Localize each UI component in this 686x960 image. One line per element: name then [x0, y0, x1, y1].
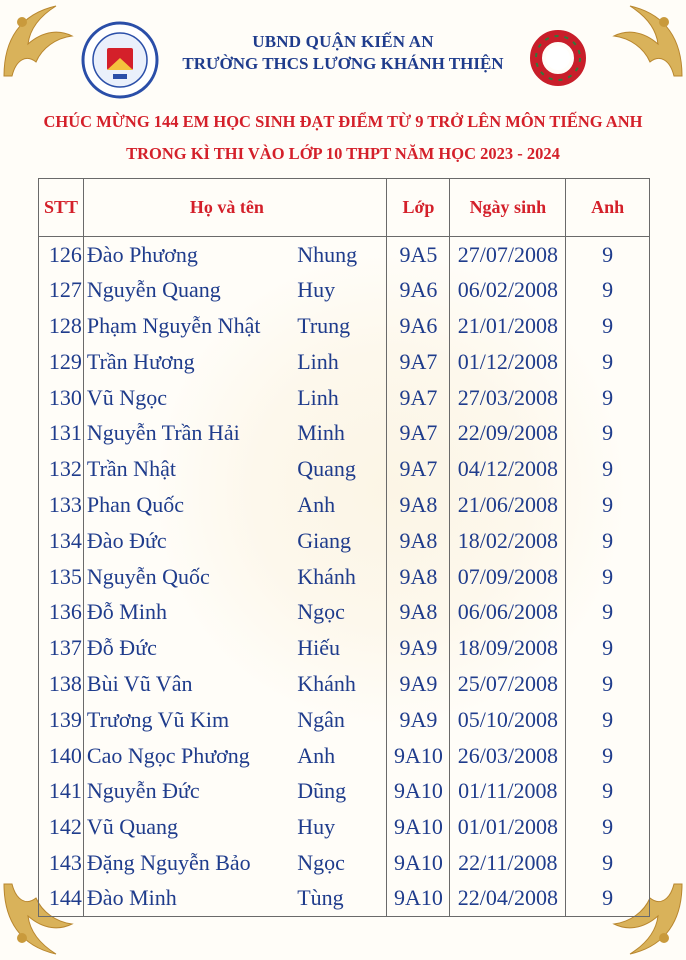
row-surname: Trần Nhật — [83, 451, 295, 487]
row-english-score: 9 — [566, 702, 650, 738]
row-dob: 25/07/2008 — [450, 666, 566, 702]
row-english-score: 9 — [566, 237, 650, 273]
table-row — [39, 845, 650, 881]
school-name: TRƯỜNG THCS LƯƠNG KHÁNH THIỆN — [182, 54, 504, 73]
table-row — [39, 344, 650, 380]
row-class: 9A6 — [387, 308, 450, 344]
table-row — [39, 237, 650, 273]
row-dob: 04/12/2008 — [450, 451, 566, 487]
row-stt: 144 — [39, 881, 84, 917]
row-english-score: 9 — [566, 272, 650, 308]
row-dob: 18/09/2008 — [450, 630, 566, 666]
table-row — [39, 702, 650, 738]
row-class: 9A10 — [387, 738, 450, 774]
row-class: 9A8 — [387, 559, 450, 595]
row-stt: 137 — [39, 630, 84, 666]
row-given-name: Quang — [295, 451, 387, 487]
row-dob: 06/06/2008 — [450, 594, 566, 630]
row-given-name: Minh — [295, 415, 387, 451]
row-english-score: 9 — [566, 738, 650, 774]
row-class: 9A10 — [387, 845, 450, 881]
row-class: 9A9 — [387, 666, 450, 702]
district-name: UBND QUẬN KIẾN AN — [252, 32, 434, 51]
row-stt: 143 — [39, 845, 84, 881]
row-given-name: Dũng — [295, 773, 387, 809]
row-dob: 01/12/2008 — [450, 344, 566, 380]
row-class: 9A9 — [387, 630, 450, 666]
row-english-score: 9 — [566, 666, 650, 702]
row-english-score: 9 — [566, 415, 650, 451]
table-header-row — [39, 179, 650, 237]
row-surname: Đỗ Minh — [83, 594, 295, 630]
column-header-stt: STT — [39, 179, 84, 237]
row-surname: Nguyễn Trần Hải — [83, 415, 295, 451]
row-given-name: Ngọc — [295, 845, 387, 881]
row-stt: 127 — [39, 272, 84, 308]
row-english-score: 9 — [566, 523, 650, 559]
row-given-name: Khánh — [295, 666, 387, 702]
row-given-name: Anh — [295, 738, 387, 774]
row-class: 9A7 — [387, 344, 450, 380]
row-stt: 135 — [39, 559, 84, 595]
table-row — [39, 523, 650, 559]
table-row — [39, 773, 650, 809]
row-given-name: Trung — [295, 308, 387, 344]
row-given-name: Tùng — [295, 881, 387, 917]
row-dob: 07/09/2008 — [450, 559, 566, 595]
row-stt: 139 — [39, 702, 84, 738]
row-stt: 132 — [39, 451, 84, 487]
table-row — [39, 487, 650, 523]
row-stt: 134 — [39, 523, 84, 559]
row-stt: 133 — [39, 487, 84, 523]
row-class: 9A10 — [387, 809, 450, 845]
row-dob: 21/01/2008 — [450, 308, 566, 344]
row-dob: 01/11/2008 — [450, 773, 566, 809]
row-given-name: Huy — [295, 272, 387, 308]
row-surname: Nguyễn Quang — [83, 272, 295, 308]
row-english-score: 9 — [566, 881, 650, 917]
row-stt: 140 — [39, 738, 84, 774]
row-given-name: Hiếu — [295, 630, 387, 666]
row-stt: 131 — [39, 415, 84, 451]
row-class: 9A8 — [387, 523, 450, 559]
row-surname: Đặng Nguyễn Bảo — [83, 845, 295, 881]
row-english-score: 9 — [566, 344, 650, 380]
row-dob: 22/09/2008 — [450, 415, 566, 451]
row-class: 9A8 — [387, 594, 450, 630]
row-english-score: 9 — [566, 845, 650, 881]
congrats-title: CHÚC MỪNG 144 EM HỌC SINH ĐẠT ĐIỂM TỪ 9 TRỞ LÊN MÔN TIẾNG ANH — [43, 112, 643, 131]
row-stt: 130 — [39, 380, 84, 416]
row-dob: 05/10/2008 — [450, 702, 566, 738]
row-dob: 21/06/2008 — [450, 487, 566, 523]
row-surname: Đỗ Đức — [83, 630, 295, 666]
row-surname: Vũ Ngọc — [83, 380, 295, 416]
row-given-name: Linh — [295, 344, 387, 380]
row-class: 9A7 — [387, 415, 450, 451]
row-stt: 136 — [39, 594, 84, 630]
table-row — [39, 809, 650, 845]
table-row — [39, 380, 650, 416]
row-surname: Phạm Nguyễn Nhật — [83, 308, 295, 344]
row-surname: Đào Minh — [83, 881, 295, 917]
row-english-score: 9 — [566, 559, 650, 595]
student-table — [38, 178, 650, 917]
row-stt: 142 — [39, 809, 84, 845]
row-dob: 27/03/2008 — [450, 380, 566, 416]
row-class: 9A10 — [387, 881, 450, 917]
row-dob: 27/07/2008 — [450, 237, 566, 273]
table-row — [39, 559, 650, 595]
row-class: 9A7 — [387, 380, 450, 416]
row-class: 9A8 — [387, 487, 450, 523]
row-surname: Nguyễn Quốc — [83, 559, 295, 595]
row-class: 9A5 — [387, 237, 450, 273]
column-header-class: Lớp — [387, 179, 450, 237]
row-english-score: 9 — [566, 380, 650, 416]
row-class: 9A7 — [387, 451, 450, 487]
row-given-name: Nhung — [295, 237, 387, 273]
column-header-english: Anh — [566, 179, 650, 237]
row-given-name: Anh — [295, 487, 387, 523]
row-surname: Phan Quốc — [83, 487, 295, 523]
table-row — [39, 451, 650, 487]
row-surname: Cao Ngọc Phương — [83, 738, 295, 774]
exam-subtitle: TRONG KÌ THI VÀO LỚP 10 THPT NĂM HỌC 2023 - 2024 — [126, 144, 560, 163]
row-english-score: 9 — [566, 809, 650, 845]
row-english-score: 9 — [566, 487, 650, 523]
row-given-name: Ngân — [295, 702, 387, 738]
row-surname: Vũ Quang — [83, 809, 295, 845]
table-row — [39, 881, 650, 917]
row-dob: 22/11/2008 — [450, 845, 566, 881]
row-english-score: 9 — [566, 308, 650, 344]
row-class: 9A10 — [387, 773, 450, 809]
row-surname: Bùi Vũ Vân — [83, 666, 295, 702]
row-dob: 26/03/2008 — [450, 738, 566, 774]
row-class: 9A6 — [387, 272, 450, 308]
row-dob: 06/02/2008 — [450, 272, 566, 308]
table-row — [39, 594, 650, 630]
row-english-score: 9 — [566, 594, 650, 630]
row-given-name: Giang — [295, 523, 387, 559]
table-row — [39, 666, 650, 702]
row-given-name: Khánh — [295, 559, 387, 595]
row-given-name: Linh — [295, 380, 387, 416]
row-english-score: 9 — [566, 630, 650, 666]
row-surname: Đào Đức — [83, 523, 295, 559]
row-surname: Trương Vũ Kim — [83, 702, 295, 738]
row-stt: 129 — [39, 344, 84, 380]
table-row — [39, 738, 650, 774]
row-given-name: Huy — [295, 809, 387, 845]
row-class: 9A9 — [387, 702, 450, 738]
row-surname: Đào Phương — [83, 237, 295, 273]
row-stt: 138 — [39, 666, 84, 702]
row-surname: Nguyễn Đức — [83, 773, 295, 809]
row-english-score: 9 — [566, 773, 650, 809]
row-dob: 22/04/2008 — [450, 881, 566, 917]
table-row — [39, 308, 650, 344]
row-given-name: Ngọc — [295, 594, 387, 630]
table-row — [39, 272, 650, 308]
column-header-dob: Ngày sinh — [450, 179, 566, 237]
row-stt: 141 — [39, 773, 84, 809]
table-row — [39, 415, 650, 451]
row-stt: 128 — [39, 308, 84, 344]
row-stt: 126 — [39, 237, 84, 273]
row-surname: Trần Hương — [83, 344, 295, 380]
row-english-score: 9 — [566, 451, 650, 487]
row-dob: 01/01/2008 — [450, 809, 566, 845]
table-row — [39, 630, 650, 666]
row-dob: 18/02/2008 — [450, 523, 566, 559]
column-header-name: Họ và tên — [83, 179, 387, 237]
